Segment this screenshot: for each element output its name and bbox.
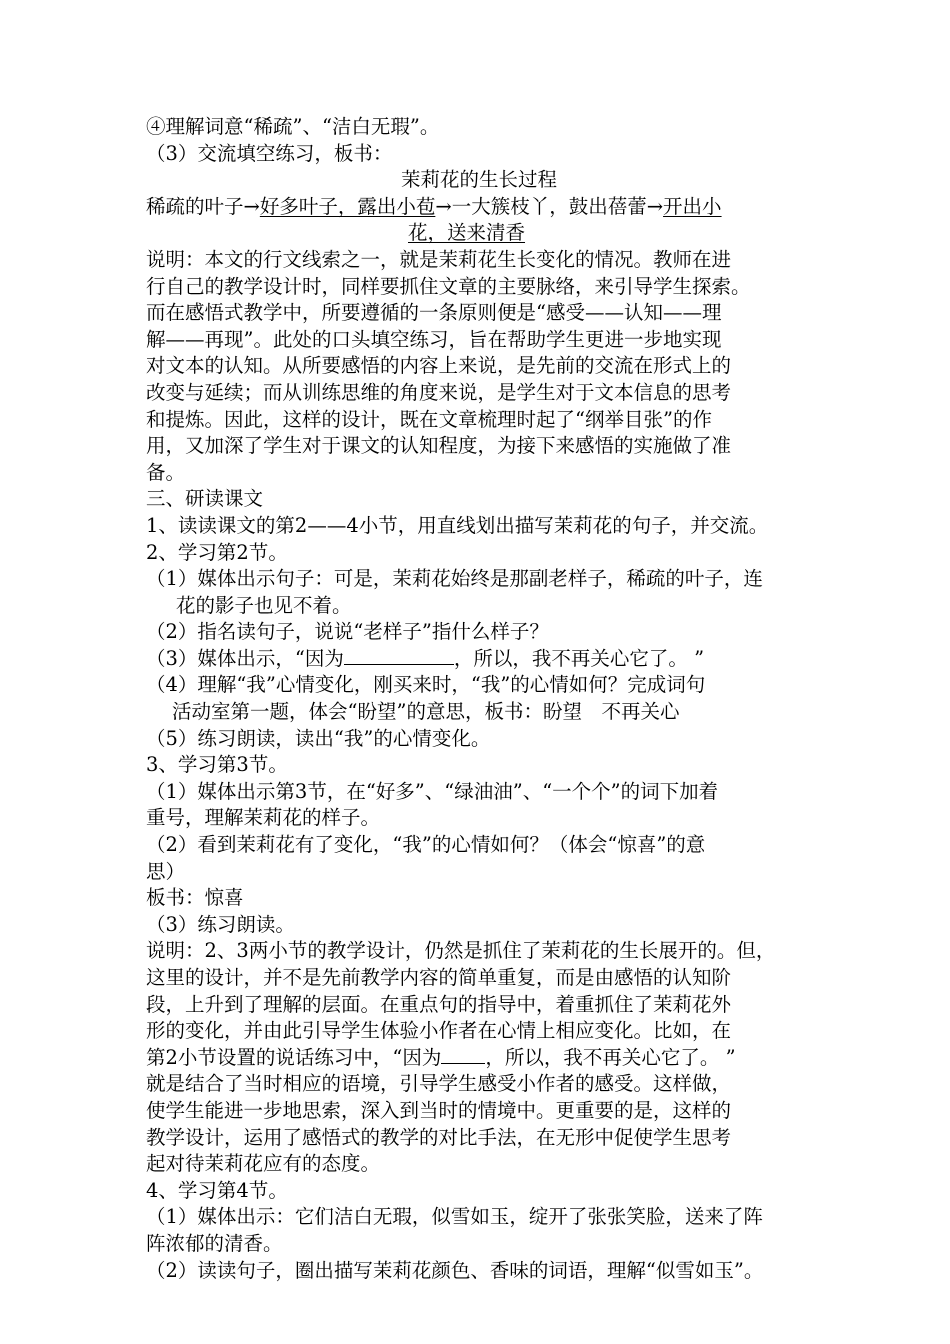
text-line: （2）读读句子，圈出描写茉莉花颜色、香味的词语，理解“似雪如玉”。 <box>146 1258 764 1282</box>
text-line: 备。 <box>146 460 186 484</box>
text-line: 改变与延续；而从训练思维的角度来说，是学生对于文本信息的思考 <box>146 380 732 404</box>
text-line: 教学设计，运用了感悟式的教学的对比手法，在无形中促使学生思考 <box>146 1125 732 1149</box>
text-line: 解——再现”。此处的口头填空练习，旨在帮助学生更进一步地实现 <box>146 327 722 351</box>
text-line: 说明：2、3两小节的教学设计，仍然是抓住了茉莉花的生长展开的。但， <box>146 939 776 963</box>
text-segment: 稀疏的叶子→ <box>146 194 260 218</box>
text-line: 4、学习第4节。 <box>146 1178 288 1202</box>
text-line: （1）媒体出示：它们洁白无瑕，似雪如玉，绽开了张张笑脸，送来了阵 <box>146 1205 763 1229</box>
text-line: （1）媒体出示句子：可是，茉莉花始终是那副老样子，稀疏的叶子，连 <box>146 567 763 591</box>
underlined-segment: 开出小 <box>663 194 722 218</box>
text-line: （3）交流填空练习，板书： <box>146 141 393 165</box>
text-line: （3）练习朗读。 <box>146 912 295 936</box>
text-line: 而在感悟式教学中，所要遵循的一条原则便是“感受——认知——理 <box>146 301 722 325</box>
text-line: 和提炼。因此，这样的设计，既在文章梳理时起了“纲举目张”的作 <box>146 407 712 431</box>
text-line: 2、学习第2节。 <box>146 540 288 564</box>
text-segment: （3）媒体出示，“因为 <box>146 646 344 670</box>
text-line: 3、学习第3节。 <box>146 753 288 777</box>
text-line <box>146 646 812 673</box>
underlined-segment: 花，送来清香 <box>408 221 526 245</box>
text-line: 花的影子也见不着。 <box>176 593 352 617</box>
text-line: 板书：惊喜 <box>146 886 244 910</box>
text-line: 使学生能进一步地思索，深入到当时的情境中。更重要的是，这样的 <box>146 1098 732 1122</box>
text-line: 段，上升到了理解的层面。在重点句的指导中，着重抓住了茉莉花外 <box>146 992 732 1016</box>
text-line <box>146 1045 812 1072</box>
text-line: 活动室第一题，体会“盼望”的意思，板书：盼望 不再关心 <box>172 700 680 724</box>
fill-blank <box>441 1045 485 1064</box>
text-segment: ，所以，我不再关心它了。 ” <box>485 1045 736 1069</box>
text-line: 阵浓郁的清香。 <box>146 1231 283 1255</box>
board-title: 茉莉花的生长过程 <box>400 168 557 192</box>
text-segment: ，所以，我不再关心它了。 ” <box>453 646 705 670</box>
text-line: （2）看到茉莉花有了变化，“我”的心情如何？（体会“惊喜”的意 <box>146 833 706 857</box>
text-line: （1）媒体出示第3节，在“好多”、“绿油油”、“一个个”的词下加着 <box>146 779 719 803</box>
section-heading: 三、研读课文 <box>146 487 264 511</box>
growth-process-line-cont <box>146 220 812 247</box>
text-line: （4）理解“我”心情变化，刚买来时，“我”的心情如何？完成词句 <box>146 673 706 697</box>
underlined-segment: 好多叶子，露出小苞 <box>259 194 436 218</box>
text-line: （5）练习朗读，读出“我”的心情变化。 <box>146 726 491 750</box>
growth-process-line <box>146 194 812 221</box>
text-line: 1、读读课文的第2——4小节，用直线划出描写茉莉花的句子，并交流。 <box>146 513 769 537</box>
text-line: 对文本的认知。从所要感悟的内容上来说，是先前的交流在形式上的 <box>146 354 732 378</box>
text-line: ④理解词意“稀疏”、“洁白无瑕”。 <box>146 115 440 138</box>
text-line: 行自己的教学设计时，同样要抓住文章的主要脉络，来引导学生探索。 <box>146 274 751 298</box>
text-line: 重号，理解茉莉花的样子。 <box>146 806 381 830</box>
text-line: 就是结合了当时相应的语境，引导学生感受小作者的感受。这样做， <box>146 1072 732 1096</box>
text-segment: 第2小节设置的说话练习中，“因为 <box>146 1045 442 1069</box>
text-line: 用，又加深了学生对于课文的认知程度，为接下来感悟的实施做了准 <box>146 434 732 458</box>
text-line: 说明：本文的行文线索之一，就是茉莉花生长变化的情况。教师在进 <box>146 247 732 271</box>
text-line: 思） <box>146 859 186 883</box>
text-line: （2）指名读句子，说说“老样子”指什么样子？ <box>146 620 549 644</box>
text-line: 这里的设计，并不是先前教学内容的简单重复，而是由感悟的认知阶 <box>146 966 732 989</box>
text-segment: →一大簇枝丫，鼓出蓓蕾→ <box>435 194 664 218</box>
text-line: 形的变化，并由此引导学生体验小作者在心情上相应变化。比如，在 <box>146 1019 732 1043</box>
text-line: 起对待茉莉花应有的态度。 <box>146 1152 381 1176</box>
fill-blank <box>344 646 454 665</box>
